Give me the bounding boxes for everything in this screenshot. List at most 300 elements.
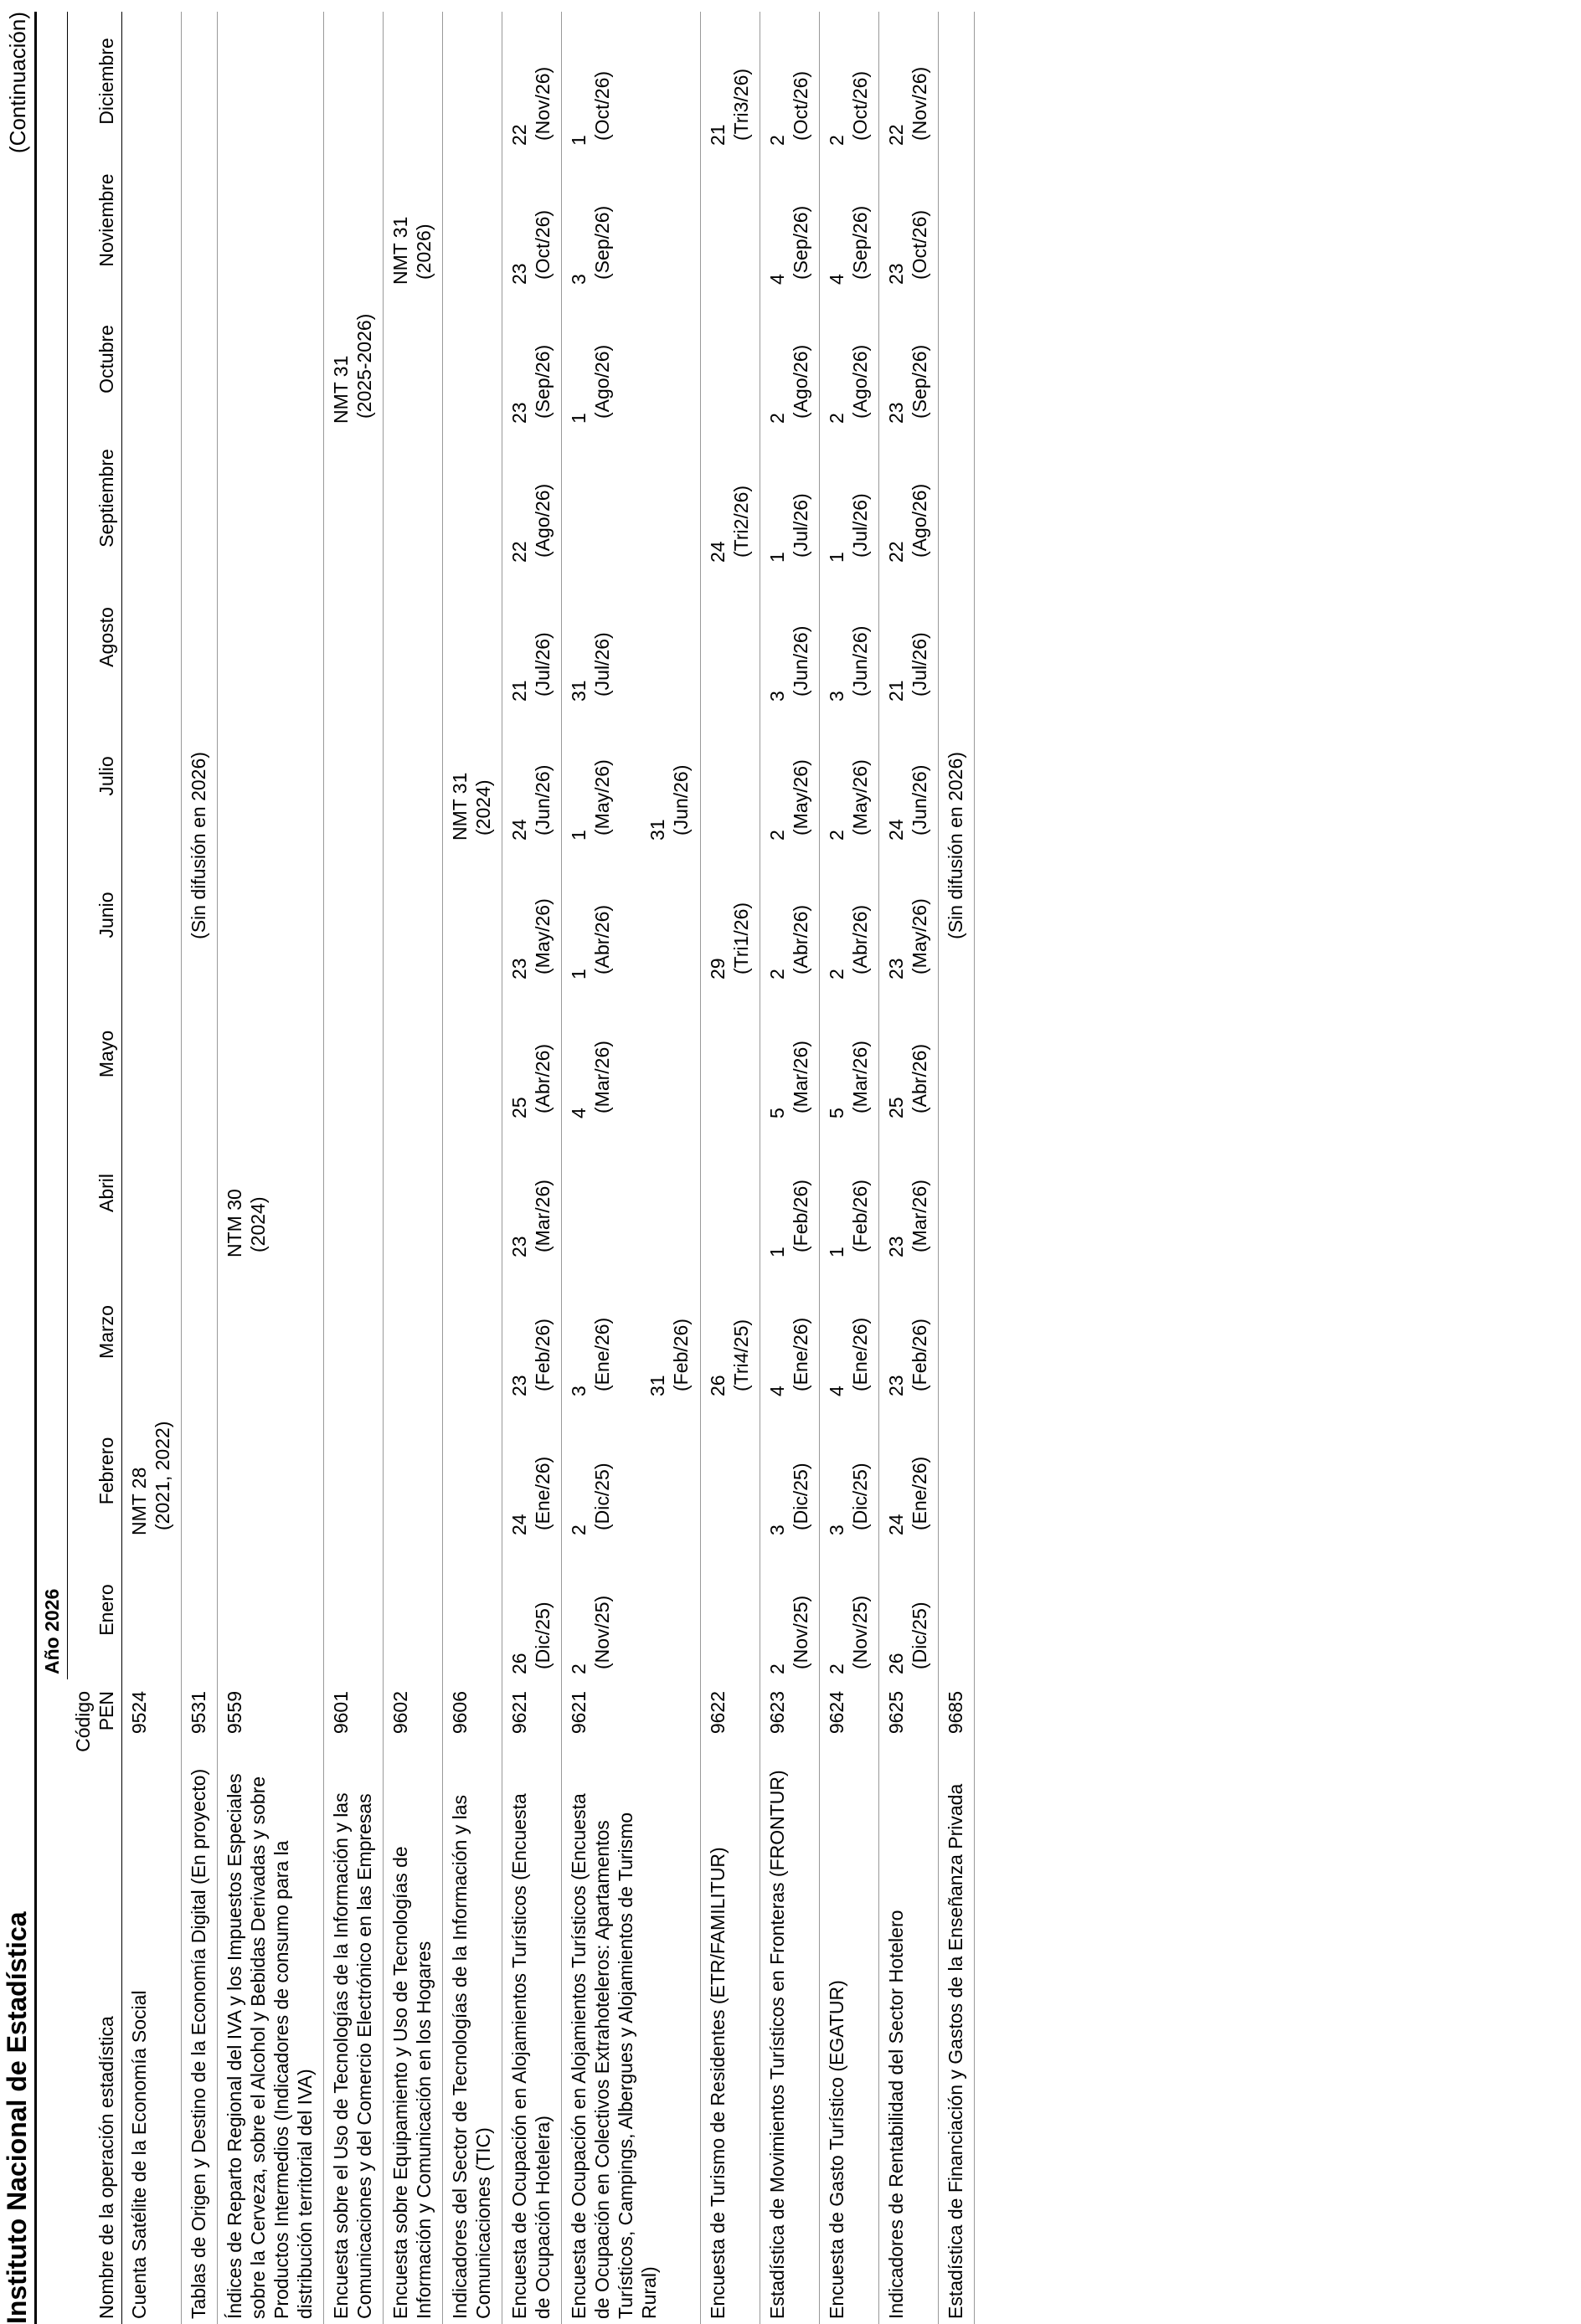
release-day: 3	[825, 1524, 847, 1535]
month-cell	[700, 429, 760, 568]
month-cell	[502, 568, 562, 707]
month-cell	[760, 985, 819, 1123]
release-entry	[329, 295, 376, 424]
operation-code: 9621	[562, 1679, 700, 1763]
month-cell	[502, 1123, 562, 1262]
reference-period: (Abr/26)	[848, 904, 871, 974]
month-cell	[819, 151, 878, 290]
month-cell	[502, 12, 562, 151]
operation-name: Encuesta de Gasto Turístico (EGATUR)	[819, 1763, 878, 2324]
month-cell	[323, 151, 383, 290]
release-entry	[706, 434, 753, 563]
reference-period: (Ene/26)	[848, 1317, 871, 1391]
reference-period: (Mar/26)	[908, 1180, 930, 1252]
month-cell	[700, 568, 760, 707]
no-release-note: (Sin difusión en 2026)	[181, 12, 217, 1679]
reference-period: (Ene/26)	[908, 1456, 930, 1530]
reference-period: (Jul/26)	[848, 493, 871, 558]
table-row	[878, 12, 938, 2324]
operation-code: 9685	[938, 1679, 974, 1763]
publication-calendar-table	[34, 12, 975, 2324]
release-day: 22	[884, 124, 907, 146]
reference-period: (Dic/25)	[908, 1602, 930, 1669]
month-cell	[878, 12, 938, 151]
release-entry	[884, 156, 931, 285]
reference-period: (2024)	[246, 1196, 269, 1252]
reference-period: (Ago/26)	[789, 344, 811, 419]
month-cell	[121, 707, 181, 846]
reference-period: (Abr/26)	[591, 904, 614, 974]
month-cell	[323, 1123, 383, 1262]
release-entry	[765, 851, 812, 979]
month-cell	[700, 151, 760, 290]
table-row	[760, 12, 819, 2324]
reference-period: (Tri2/26)	[729, 485, 752, 558]
month-cell	[121, 1123, 181, 1262]
reference-period: (Ago/26)	[908, 483, 930, 558]
release-day: 29	[706, 958, 729, 979]
release-entry	[884, 573, 931, 702]
month-cell	[760, 151, 819, 290]
release-day: 22	[508, 124, 531, 146]
month-cell	[819, 1262, 878, 1401]
month-cell	[121, 151, 181, 290]
month-cell	[819, 846, 878, 985]
reference-period: (Sep/26)	[532, 344, 554, 419]
release-entry	[884, 1267, 931, 1396]
release-entry	[567, 573, 614, 702]
release-day: 1	[825, 1247, 847, 1257]
release-entry	[507, 712, 554, 841]
month-cell	[562, 568, 700, 707]
release-entry	[884, 295, 931, 424]
month-cell	[323, 707, 383, 846]
month-cell	[562, 707, 700, 846]
month-cell	[819, 290, 878, 429]
table-row	[700, 12, 760, 2324]
month-cell	[323, 1401, 383, 1540]
release-entry	[706, 17, 753, 146]
month-cell	[443, 429, 502, 568]
reference-period: (May/26)	[908, 898, 930, 974]
release-day: 24	[884, 1514, 907, 1535]
release-entry	[507, 156, 554, 285]
release-entry	[507, 573, 554, 702]
month-cell	[562, 429, 700, 568]
month-cell	[323, 429, 383, 568]
month-cell	[384, 1262, 443, 1401]
month-cell	[384, 1401, 443, 1540]
month-cell	[384, 429, 443, 568]
month-header-marzo: Marzo	[68, 1262, 122, 1401]
month-cell	[562, 1540, 700, 1679]
header-spacer	[36, 1679, 68, 1763]
release-day: 1	[568, 969, 590, 979]
release-entry	[223, 1129, 270, 1257]
release-day: NMT 28	[127, 1467, 150, 1535]
release-entry	[567, 1545, 614, 1674]
reference-period: (Jun/26)	[848, 625, 871, 697]
reference-period: (Sep/26)	[591, 205, 614, 280]
operation-code: 9601	[323, 1679, 383, 1763]
release-entry	[567, 990, 614, 1118]
reference-period: (Ene/26)	[789, 1317, 811, 1391]
reference-period: (Dic/25)	[789, 1463, 811, 1530]
reference-period: (Nov/25)	[591, 1595, 614, 1669]
reference-period: (Nov/26)	[908, 66, 930, 141]
release-entry	[507, 851, 554, 979]
month-cell	[443, 568, 502, 707]
month-header-enero: Enero	[68, 1540, 122, 1679]
release-entry	[884, 1406, 931, 1535]
month-cell	[700, 846, 760, 985]
release-day: 23	[884, 1236, 907, 1257]
release-day: 23	[884, 263, 907, 285]
release-day: 2	[568, 1524, 590, 1535]
release-entry	[507, 434, 554, 563]
reference-period: (Nov/26)	[532, 66, 554, 141]
release-entry	[507, 990, 554, 1118]
release-day: 2	[825, 413, 847, 424]
month-cell	[121, 429, 181, 568]
release-day: 3	[825, 691, 847, 702]
reference-period: (Jul/26)	[532, 632, 554, 697]
month-cell	[217, 846, 323, 985]
release-day: 24	[706, 541, 729, 563]
name-column-header: Nombre de la operación estadística	[68, 1763, 122, 2324]
month-cell	[323, 985, 383, 1123]
release-entry	[389, 156, 435, 285]
operation-name: Encuesta de Ocupación en Alojamientos Turísticos (Encuesta de Ocupación Hotelera)	[502, 1763, 562, 2324]
reference-period: (Dic/25)	[591, 1463, 614, 1530]
month-cell	[562, 151, 700, 290]
release-entry	[884, 17, 931, 146]
release-day: 23	[884, 1375, 907, 1396]
operation-name: Encuesta sobre el Uso de Tecnologías de la Información y las Comunicaciones y del Comercio Electrónico en las Empresas	[323, 1763, 383, 2324]
release-day: 4	[765, 274, 788, 285]
release-day: 23	[508, 958, 531, 979]
reference-period: (Mar/26)	[591, 1041, 614, 1113]
month-cell	[121, 12, 181, 151]
month-cell	[443, 290, 502, 429]
table-row	[562, 12, 700, 2324]
month-header-febrero: Febrero	[68, 1401, 122, 1540]
reference-period: (Ago/26)	[848, 344, 871, 419]
month-cell	[384, 846, 443, 985]
month-cell	[384, 290, 443, 429]
month-cell	[700, 290, 760, 429]
month-cell	[819, 429, 878, 568]
release-entry	[825, 434, 872, 563]
reference-period: (Abr/26)	[789, 904, 811, 974]
release-day: 24	[508, 1514, 531, 1535]
month-cell	[217, 151, 323, 290]
reference-period: (Nov/25)	[789, 1595, 811, 1669]
month-cell	[443, 985, 502, 1123]
operation-code: 9606	[443, 1679, 502, 1763]
month-header-noviembre: Noviembre	[68, 151, 122, 290]
release-entry	[507, 17, 554, 146]
month-cell	[384, 12, 443, 151]
table-body	[121, 12, 974, 2324]
release-entry	[884, 990, 931, 1118]
month-cell	[121, 568, 181, 707]
month-cell	[323, 568, 383, 707]
reference-period: (Oct/26)	[848, 70, 871, 141]
release-day: 23	[884, 958, 907, 979]
release-entry	[765, 156, 812, 285]
month-cell	[217, 290, 323, 429]
release-day: 23	[508, 402, 531, 424]
month-cell	[819, 985, 878, 1123]
month-cell	[878, 290, 938, 429]
month-cell	[819, 1401, 878, 1540]
table-row	[384, 12, 443, 2324]
no-release-note: (Sin difusión en 2026)	[938, 12, 974, 1679]
release-day: 2	[765, 1663, 788, 1674]
release-day: 22	[508, 541, 531, 563]
release-entry	[507, 295, 554, 424]
operation-code: 9559	[217, 1679, 323, 1763]
reference-period: (Oct/26)	[591, 70, 614, 141]
release-entry	[765, 1406, 812, 1535]
release-day: 4	[825, 274, 847, 285]
release-entry	[507, 1129, 554, 1257]
release-entry	[765, 295, 812, 424]
month-cell	[878, 1123, 938, 1262]
month-cell	[384, 1540, 443, 1679]
month-cell	[562, 12, 700, 151]
reference-period: (Oct/26)	[532, 209, 554, 280]
release-entry	[825, 1267, 872, 1396]
release-entry	[825, 712, 872, 841]
month-cell	[384, 568, 443, 707]
month-header-diciembre: Diciembre	[68, 12, 122, 151]
reference-period: (Sep/26)	[789, 205, 811, 280]
month-cell	[217, 1262, 323, 1401]
month-cell	[700, 1401, 760, 1540]
release-day: 4	[765, 1386, 788, 1396]
reference-period: (Abr/26)	[532, 1043, 554, 1113]
month-cell	[217, 1401, 323, 1540]
operation-name: Estadística de Financiación y Gastos de la Enseñanza Privada	[938, 1763, 974, 2324]
month-cell	[562, 846, 700, 985]
release-day: 23	[508, 263, 531, 285]
release-day: 26	[706, 1375, 729, 1396]
month-cell	[502, 290, 562, 429]
month-cell	[384, 707, 443, 846]
release-entry	[825, 295, 872, 424]
reference-period: (Mar/26)	[848, 1041, 871, 1113]
month-cell	[121, 1540, 181, 1679]
release-day: 25	[508, 1097, 531, 1118]
reference-period: (Jun/26)	[789, 625, 811, 697]
month-cell	[878, 429, 938, 568]
month-header-agosto: Agosto	[68, 568, 122, 707]
month-cell	[217, 1540, 323, 1679]
release-day: 25	[884, 1097, 907, 1118]
operation-code: 9623	[760, 1679, 819, 1763]
month-cell	[121, 846, 181, 985]
release-entry	[706, 1267, 753, 1396]
reference-period: (May/26)	[789, 759, 811, 836]
table-row	[121, 12, 181, 2324]
reference-period: (Jun/26)	[670, 764, 693, 836]
release-entry	[825, 851, 872, 979]
reference-period: (2024)	[472, 779, 495, 836]
release-entry	[448, 712, 495, 841]
release-entry	[765, 434, 812, 563]
month-cell	[121, 985, 181, 1123]
release-day: 2	[825, 135, 847, 146]
release-day: 2	[825, 969, 847, 979]
release-entry	[884, 1545, 931, 1674]
release-day: 3	[568, 1386, 590, 1396]
release-day: 2	[765, 969, 788, 979]
month-cell	[819, 568, 878, 707]
release-entry	[646, 712, 693, 841]
release-day: 1	[568, 830, 590, 841]
month-cell	[443, 846, 502, 985]
month-cell	[443, 12, 502, 151]
table-row	[443, 12, 502, 2324]
release-entry	[825, 1545, 872, 1674]
release-day: 4	[568, 1108, 590, 1118]
month-cell	[217, 707, 323, 846]
release-day: 1	[765, 1247, 788, 1257]
month-cell	[760, 1123, 819, 1262]
reference-period: (Jul/26)	[789, 493, 811, 558]
release-entry	[884, 1129, 931, 1257]
release-day: 31	[568, 680, 590, 702]
release-day: 2	[568, 1663, 590, 1674]
month-header-septiembre: Septiembre	[68, 429, 122, 568]
release-day: 2	[765, 830, 788, 841]
release-day: 2	[765, 135, 788, 146]
release-entry	[825, 1406, 872, 1535]
month-cell	[878, 1401, 938, 1540]
reference-period: (Jun/26)	[532, 764, 554, 836]
month-cell	[760, 568, 819, 707]
reference-period: (Nov/25)	[848, 1595, 871, 1669]
month-cell	[217, 985, 323, 1123]
month-cell	[502, 846, 562, 985]
operation-name: Cuenta Satélite de la Economía Social	[121, 1763, 181, 2324]
release-entry	[825, 1129, 872, 1257]
month-header-mayo: Mayo	[68, 985, 122, 1123]
release-entry	[507, 1545, 554, 1674]
reference-period: (Ago/26)	[591, 344, 614, 419]
month-cell	[700, 985, 760, 1123]
release-entry	[567, 1267, 614, 1396]
release-day: 2	[825, 1663, 847, 1674]
release-day: 2	[765, 413, 788, 424]
month-cell	[760, 1540, 819, 1679]
month-cell	[760, 12, 819, 151]
month-cell	[384, 1123, 443, 1262]
operation-name: Indicadores de Rentabilidad del Sector Hotelero	[878, 1763, 938, 2324]
month-cell	[443, 1262, 502, 1401]
reference-period: (Dic/25)	[532, 1602, 554, 1669]
reference-period: (May/26)	[532, 898, 554, 974]
month-cell	[760, 429, 819, 568]
release-day: 26	[508, 1653, 531, 1674]
reference-period: (2025-2026)	[353, 313, 376, 419]
month-cell	[502, 429, 562, 568]
reference-period: (May/26)	[848, 759, 871, 836]
release-day: 1	[568, 413, 590, 424]
release-day: 23	[508, 1375, 531, 1396]
header-spacer	[36, 1763, 68, 2324]
release-entry	[507, 1406, 554, 1535]
month-cell	[443, 707, 502, 846]
release-entry	[765, 17, 812, 146]
month-cell	[819, 1123, 878, 1262]
month-cell	[502, 1540, 562, 1679]
release-day: 21	[508, 680, 531, 702]
reference-period: (Mar/26)	[532, 1180, 554, 1252]
release-entry	[765, 1545, 812, 1674]
release-entry	[765, 573, 812, 702]
release-entry	[567, 851, 614, 979]
month-cell	[443, 1401, 502, 1540]
release-day: 3	[765, 691, 788, 702]
reference-period: (Oct/26)	[908, 209, 930, 280]
operation-name: Tablas de Origen y Destino de la Economía Digital (En proyecto)	[181, 1763, 217, 2324]
month-cell	[502, 985, 562, 1123]
release-entry	[765, 712, 812, 841]
month-cell	[443, 1540, 502, 1679]
month-cell	[878, 707, 938, 846]
release-day: 1	[765, 552, 788, 563]
reference-period: (2021, 2022)	[151, 1421, 173, 1530]
operation-code: 9622	[700, 1679, 760, 1763]
month-cell	[217, 568, 323, 707]
month-cell	[121, 1401, 181, 1540]
month-cell	[700, 707, 760, 846]
month-cell	[217, 429, 323, 568]
month-header-julio: Julio	[68, 707, 122, 846]
code-column-header: Código PEN	[68, 1679, 122, 1763]
month-cell	[323, 1262, 383, 1401]
reference-period: (Feb/26)	[789, 1180, 811, 1252]
operation-code: 9524	[121, 1679, 181, 1763]
reference-period: (Abr/26)	[908, 1043, 930, 1113]
release-entry	[706, 851, 753, 979]
month-cell	[819, 12, 878, 151]
month-cell	[700, 12, 760, 151]
month-cell	[760, 1262, 819, 1401]
release-day: NTM 30	[223, 1189, 245, 1257]
operation-code: 9624	[819, 1679, 878, 1763]
release-day: 26	[884, 1653, 907, 1674]
month-cell	[502, 1401, 562, 1540]
year-header: Año 2026	[36, 12, 68, 1679]
release-day: NMT 31	[329, 355, 352, 424]
release-day: 3	[568, 274, 590, 285]
month-header-abril: Abril	[68, 1123, 122, 1262]
month-cell	[819, 1540, 878, 1679]
month-cell	[878, 1262, 938, 1401]
release-day: 21	[884, 680, 907, 702]
reference-period: (Mar/26)	[789, 1041, 811, 1113]
release-entry	[825, 17, 872, 146]
operation-name: Indicadores del Sector de Tecnologías de la Información y las Comunicaciones (TIC)	[443, 1763, 502, 2324]
reference-period: (Tri4/25)	[729, 1319, 752, 1391]
reference-period: (Feb/26)	[908, 1319, 930, 1391]
header-row-year	[36, 12, 68, 2324]
release-day: 5	[765, 1108, 788, 1118]
